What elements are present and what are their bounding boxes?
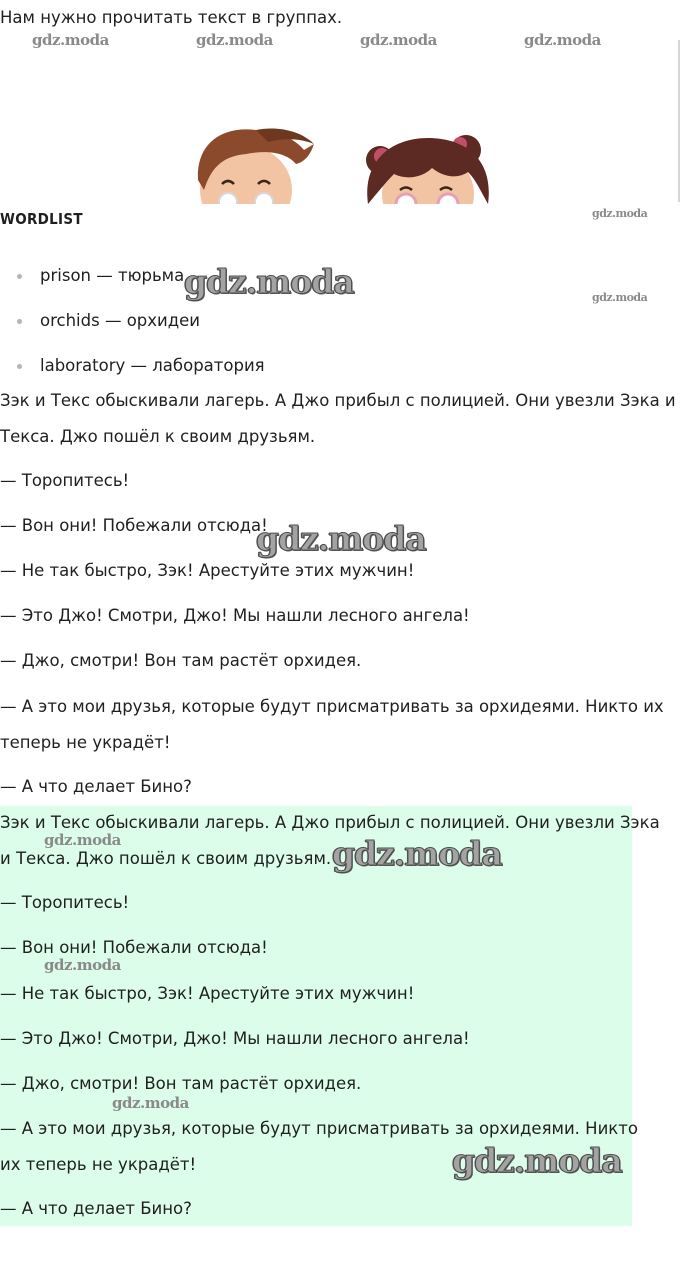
answer-paragraph: — Это Джо! Смотри, Джо! Мы нашли лесного ангела!: [0, 1029, 470, 1048]
story-paragraph: — Это Джо! Смотри, Джо! Мы нашли лесного ангела!: [0, 606, 470, 625]
cartoon-kids-icon: [196, 120, 496, 204]
kids-illustration: [196, 120, 496, 204]
watermark: gdz.moda: [360, 31, 437, 49]
story-paragraph: Текса. Джо пошёл к своим друзьям.: [0, 427, 316, 446]
watermark: gdz.moda: [184, 262, 354, 301]
answer-paragraph: Зэк и Текс обыскивали лагерь. А Джо прибыл с полицией. Они увезли Зэка: [0, 813, 660, 832]
watermark: gdz.moda: [32, 31, 109, 49]
list-item: laboratory — лаборатория: [0, 346, 265, 391]
answer-paragraph: — А это мои друзья, которые будут присматривать за орхидеями. Никто: [0, 1119, 638, 1138]
watermark: gdz.moda: [524, 31, 601, 49]
list-item: prison — тюрьма: [0, 256, 265, 301]
answer-paragraph: — Торопитесь!: [0, 893, 130, 912]
answer-paragraph: — Джо, смотри! Вон там растёт орхидея.: [0, 1074, 362, 1093]
story-paragraph: — А что делает Бино?: [0, 777, 192, 796]
answer-paragraph: и Текса. Джо пошёл к своим друзьям.: [0, 849, 332, 868]
watermark: gdz.moda: [592, 207, 648, 220]
answer-paragraph: их теперь не украдёт!: [0, 1155, 197, 1174]
intro-text: Нам нужно прочитать текст в группах.: [0, 8, 343, 27]
wordlist-title: WORDLIST: [0, 210, 83, 228]
answer-paragraph: — Не так быстро, Зэк! Арестуйте этих мужчин!: [0, 984, 415, 1003]
watermark: gdz.moda: [452, 1141, 622, 1180]
watermark: gdz.moda: [332, 834, 502, 873]
watermark: gdz.moda: [256, 519, 426, 558]
watermark: gdz.moda: [44, 956, 121, 974]
list-item: orchids — орхидеи: [0, 301, 265, 346]
answer-paragraph: — А что делает Бино?: [0, 1199, 192, 1218]
story-paragraph: Зэк и Текс обыскивали лагерь. А Джо прибыл с полицией. Они увезли Зэка и: [0, 391, 676, 410]
watermark: gdz.moda: [44, 831, 121, 849]
story-paragraph: — Торопитесь!: [0, 471, 130, 490]
watermark: gdz.moda: [112, 1094, 189, 1112]
story-paragraph: — Вон они! Побежали отсюда!: [0, 516, 268, 535]
story-paragraph: — Джо, смотри! Вон там растёт орхидея.: [0, 651, 362, 670]
story-paragraph: теперь не украдёт!: [0, 733, 171, 752]
watermark: gdz.moda: [592, 291, 648, 304]
story-paragraph: — А это мои друзья, которые будут присматривать за орхидеями. Никто их: [0, 697, 664, 716]
answer-paragraph: — Вон они! Побежали отсюда!: [0, 938, 268, 957]
story-paragraph: — Не так быстро, Зэк! Арестуйте этих мужчин!: [0, 561, 415, 580]
watermark: gdz.moda: [196, 31, 273, 49]
